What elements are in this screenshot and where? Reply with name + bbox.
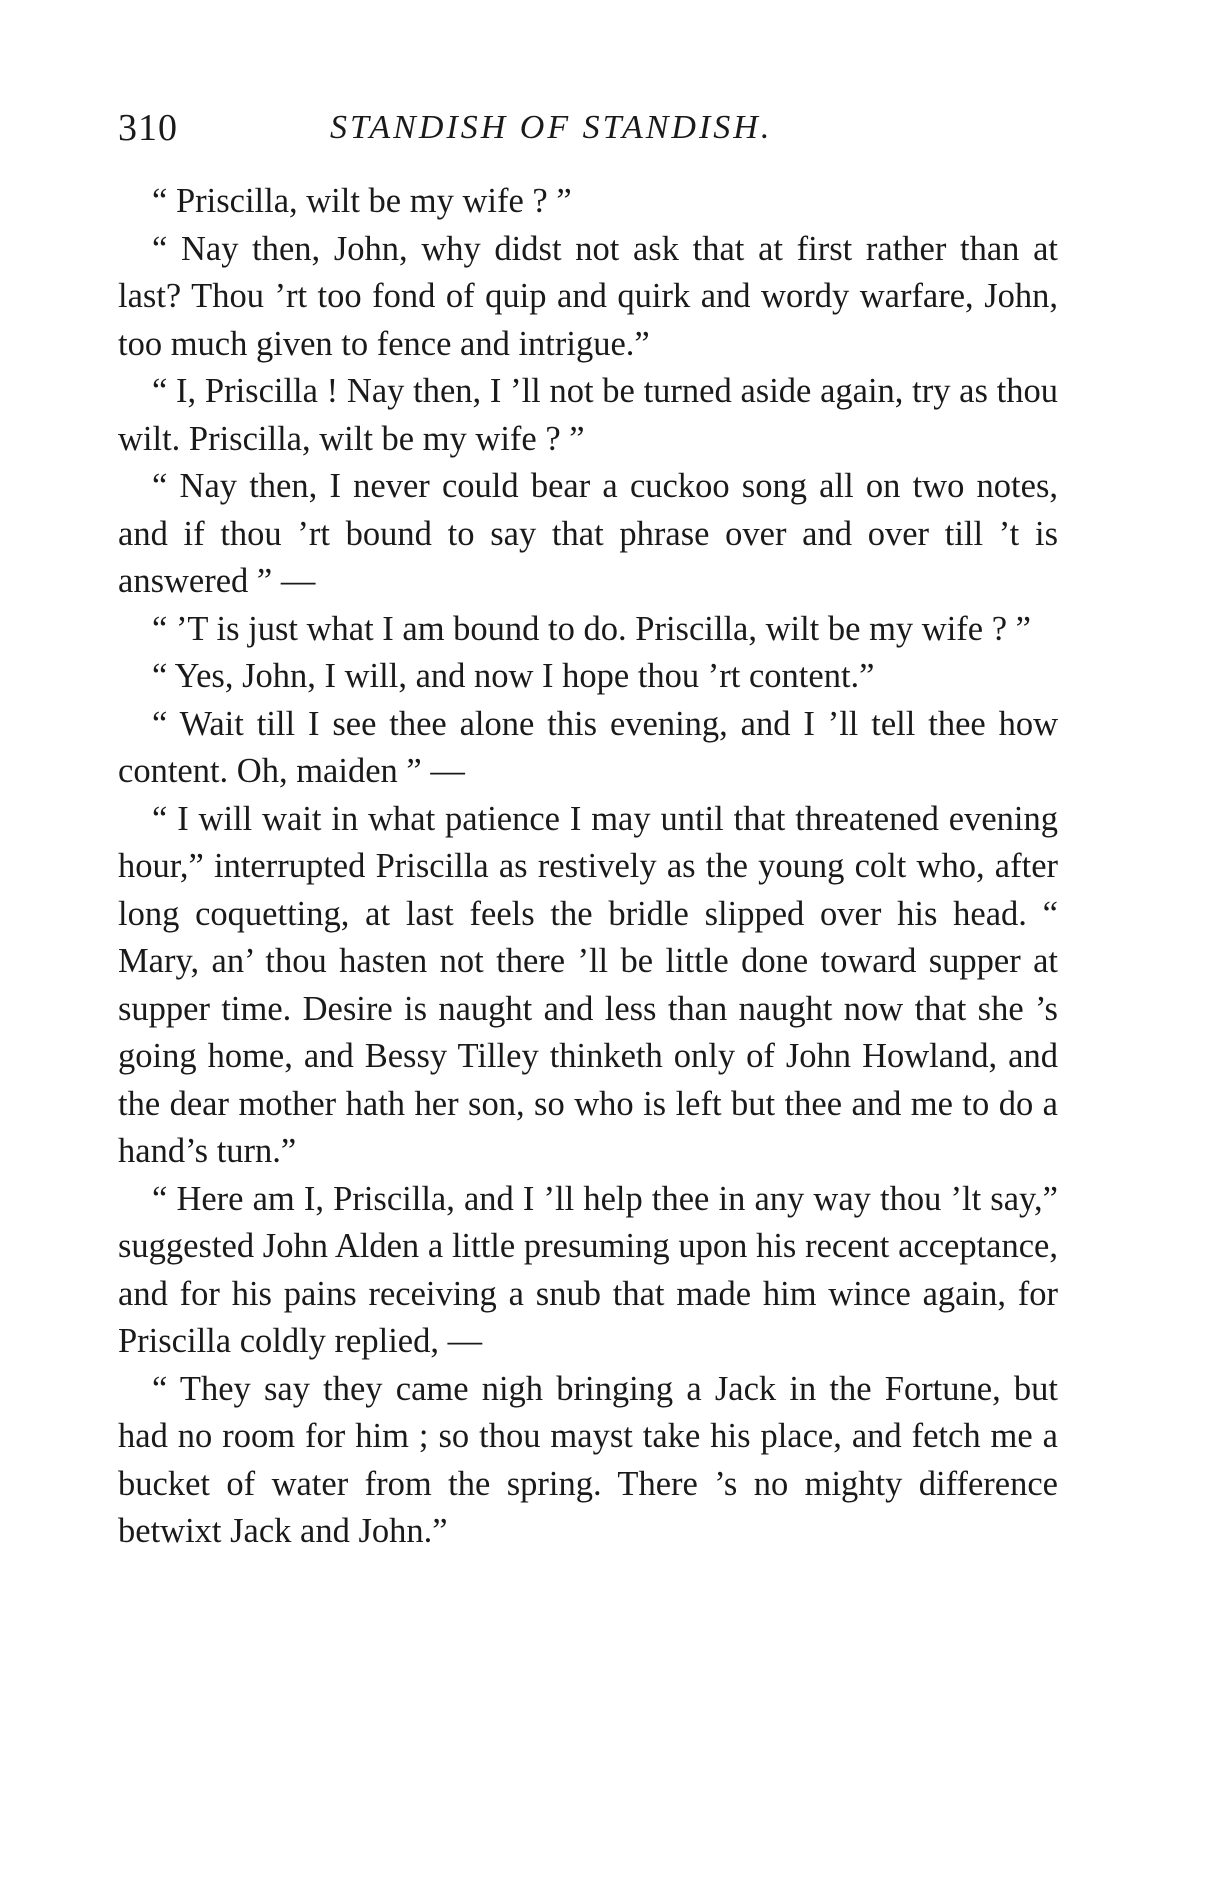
running-head [118,98,1058,158]
paragraph: “ ’T is just what I am bound to do. Priscilla, wilt be my wife ? ” [152,609,1031,648]
paragraph: “ They say they came nigh bringing a Jack in the Fortune, but had no room for him ; so thou mayst take his place, and fetch me a bucket of water from the spring. There ’s no mighty difference betwixt Jack and John.” [118,1369,1058,1550]
body-text [118,178,1058,1556]
paragraph: “ Nay then, John, why didst not ask that at first rather than at last? Thou ’rt too fond of quip and quirk and wordy warfare, John, too much given to fence and intrigue.” [118,229,1058,363]
paragraph: “ Priscilla, wilt be my wife ? ” [152,182,572,220]
paragraph: “ Nay then, I never could bear a cuckoo song all on two notes, and if thou ’rt bound to say that phrase over and over till ’t is answered ” — [118,467,1058,600]
paragraph: “ Here am I, Priscilla, and I ’ll help thee in any way thou ’lt say,” suggested John Alden a little presuming upon his recent acceptance, and for his pains receiving a snub that made him wince again, for Priscilla coldly replied, — [118,1179,1058,1360]
running-title: STANDISH OF STANDISH. [330,109,773,146]
paragraph: “ I, Priscilla ! Nay then, I ’ll not be turned aside again, try as thou wilt. Priscilla, wilt be my wife ? ” [118,372,1058,458]
paragraph: “ Yes, John, I will, and now I hope thou ’rt content.” [152,657,875,695]
page-number: 310 [118,107,178,149]
paragraph: “ I will wait in what patience I may until that threatened evening hour,” interrupted Priscilla as restively as the young colt who, after long coquetting, at last feels the bridle slipped over his head. “ Mary, an’ thou hasten not there ’ll be little done toward supper at supper time. Desire is naught and less than naught now that she ’s going home, and Bessy Tilley thinketh only of John Howland, and the dear mother hath her son, so who is left but thee and me to do a hand’s turn.” [118,799,1058,1170]
paragraph: “ Wait till I see thee alone this evening, and I ’ll tell thee how content. Oh, maiden ” — [118,704,1058,790]
